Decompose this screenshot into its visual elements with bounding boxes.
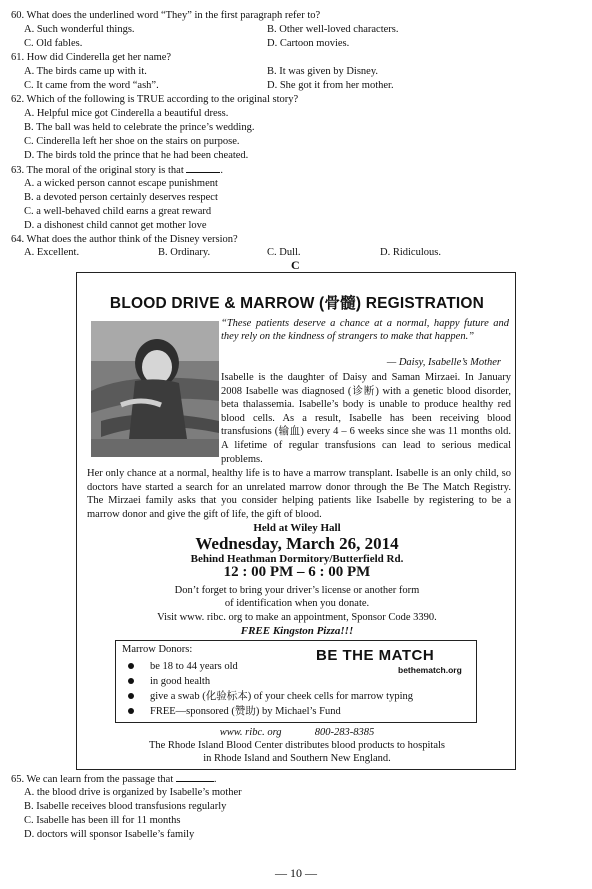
marrow-appeal: Her only chance at a normal, healthy life is to have a marrow transplant. Isabelle is an only child, so doctors have started a search for an unrelated marrow donor through the Be The Match Registry. The Mirzaei family asks that you consider helping patients like Isabelle by registering to be a marrow donor and give the gift of life, the gift of blood. bbox=[87, 468, 511, 520]
donor-item-text: be 18 to 44 years old bbox=[150, 661, 238, 672]
q60-option-d: D. Cartoon movies. bbox=[267, 38, 350, 49]
q60-option-b: B. Other well-loved characters. bbox=[267, 24, 399, 35]
q61-stem: 61. How did Cinderella get her name? bbox=[11, 52, 172, 63]
q60-stem: 60. What does the underlined word “They” in the first paragraph refer to? bbox=[11, 10, 321, 21]
girl-photo bbox=[91, 321, 219, 457]
bullet-icon bbox=[128, 663, 134, 669]
mother-quote: “These patients deserve a chance at a normal, happy future and they rely on the kindness of strangers to make that happen.” bbox=[221, 318, 509, 342]
q64-stem: 64. What does the author think of the Disney version? bbox=[11, 234, 238, 245]
contact-phone: 800-283-8385 bbox=[314, 727, 375, 738]
blood-center-line2: in Rhode Island and Southern New England. bbox=[203, 753, 391, 764]
donor-item-text: FREE—sponsored (赞助) by Michael’s Fund bbox=[150, 706, 341, 717]
q62-option-b: B. The ball was held to celebrate the prince’s wedding. bbox=[24, 122, 255, 133]
q61-option-d: D. She got it from her mother. bbox=[267, 80, 394, 91]
q65-option-d: D. doctors will sponsor Isabelle’s family bbox=[24, 829, 195, 840]
contact-web: www. ribc. org bbox=[219, 727, 282, 738]
ad-title: BLOOD DRIVE & MARROW (骨髓) REGISTRATION bbox=[109, 295, 485, 312]
blood-center-line1: The Rhode Island Blood Center distributes blood products to hospitals bbox=[148, 740, 445, 751]
donor-item bbox=[126, 689, 413, 704]
free-pizza: FREE Kingston Pizza!!! bbox=[240, 625, 354, 637]
event-venue: Held at Wiley Hall bbox=[253, 522, 341, 534]
donor-item-text: give a swab (化验标本) of your cheek cells for marrow typing bbox=[150, 691, 414, 702]
q65-stem-end: . bbox=[213, 774, 217, 785]
q61-option-c: C. It came from the word “ash”. bbox=[24, 80, 159, 91]
id-reminder-line1: Don’t forget to bring your driver’s license or another form bbox=[174, 585, 420, 596]
q63-stem-end: . bbox=[220, 165, 223, 176]
q62-option-a: A. Helpful mice got Cinderella a beautiful dress. bbox=[24, 108, 229, 119]
event-time: 12 : 00 PM – 6 : 00 PM bbox=[223, 564, 371, 580]
q65-option-c: C. Isabelle has been ill for 11 months bbox=[24, 815, 181, 826]
isabelle-story: Isabelle is the daughter of Daisy and Saman Mirzaei. In January 2008 Isabelle was diagnosed (诊断) with a genetic blood disorder, beta thalassemia. Isabelle’s body is unable to produce healthy red blood cells. As a result, Isabelle has been receiving blood transfusions (输血) every 4 – 6 weeks since she was 11 months old. A lifetime of regular transfusions can lead to serious medical problems. bbox=[221, 372, 511, 465]
donor-item-text: in good health bbox=[150, 676, 211, 687]
q63-stem-text: 63. The moral of the original story is that bbox=[11, 165, 184, 176]
q64-option-c: C. Dull. bbox=[267, 247, 301, 258]
contact-line bbox=[77, 727, 517, 738]
section-letter: C bbox=[291, 258, 300, 272]
q63-option-b: B. a devoted person certainly deserves respect bbox=[24, 192, 218, 203]
q64-option-d: D. Ridiculous. bbox=[380, 247, 441, 258]
donor-title: Marrow Donors: bbox=[122, 644, 193, 655]
q65-option-b: B. Isabelle receives blood transfusions regularly bbox=[24, 801, 227, 812]
donor-requirements-box bbox=[115, 640, 477, 723]
answer-blank bbox=[176, 772, 214, 782]
q64-option-a: A. Excellent. bbox=[24, 247, 80, 258]
q60-option-c: C. Old fables. bbox=[24, 38, 83, 49]
quote-attribution: — Daisy, Isabelle’s Mother bbox=[386, 357, 501, 368]
q61-option-b: B. It was given by Disney. bbox=[267, 66, 379, 77]
q60-option-a: A. Such wonderful things. bbox=[24, 24, 135, 35]
q62-option-d: D. The birds told the prince that he had been cheated. bbox=[24, 150, 249, 161]
donor-item bbox=[126, 704, 413, 719]
q63-option-d: D. a dishonest child cannot get mother love bbox=[24, 220, 207, 231]
id-reminder-line2: of identification when you donate. bbox=[224, 598, 370, 609]
bullet-icon bbox=[128, 678, 134, 684]
event-location: Behind Heathman Dormitory/Butterfield Rd. bbox=[190, 553, 404, 565]
q65-stem-text: 65. We can learn from the passage that bbox=[11, 774, 174, 785]
q63-option-a: A. a wicked person cannot escape punishment bbox=[24, 178, 218, 189]
q65-stem bbox=[11, 772, 216, 786]
q63-option-c: C. a well-behaved child earns a great reward bbox=[24, 206, 212, 217]
page-number: — 10 — bbox=[275, 866, 317, 880]
q65-option-a: A. the blood drive is organized by Isabelle’s mother bbox=[24, 787, 242, 798]
logo-text: BE THE MATCH bbox=[316, 647, 435, 664]
answer-blank bbox=[186, 163, 220, 173]
event-date: Wednesday, March 26, 2014 bbox=[195, 534, 399, 553]
logo-url: bethematch.org bbox=[398, 665, 462, 675]
bullet-icon bbox=[128, 693, 134, 699]
appointment-info: Visit www. ribc. org to make an appointment, Sponsor Code 3390. bbox=[157, 612, 437, 623]
q61-option-a: A. The birds came up with it. bbox=[24, 66, 147, 77]
be-the-match-logo bbox=[316, 647, 472, 679]
q64-option-b: B. Ordinary. bbox=[158, 247, 211, 258]
q62-option-c: C. Cinderella left her shoe on the stairs on purpose. bbox=[24, 136, 240, 147]
q63-stem bbox=[11, 163, 223, 177]
q62-stem: 62. Which of the following is TRUE according to the original story? bbox=[11, 94, 299, 105]
bullet-icon bbox=[128, 708, 134, 714]
blood-drive-ad bbox=[76, 272, 516, 770]
